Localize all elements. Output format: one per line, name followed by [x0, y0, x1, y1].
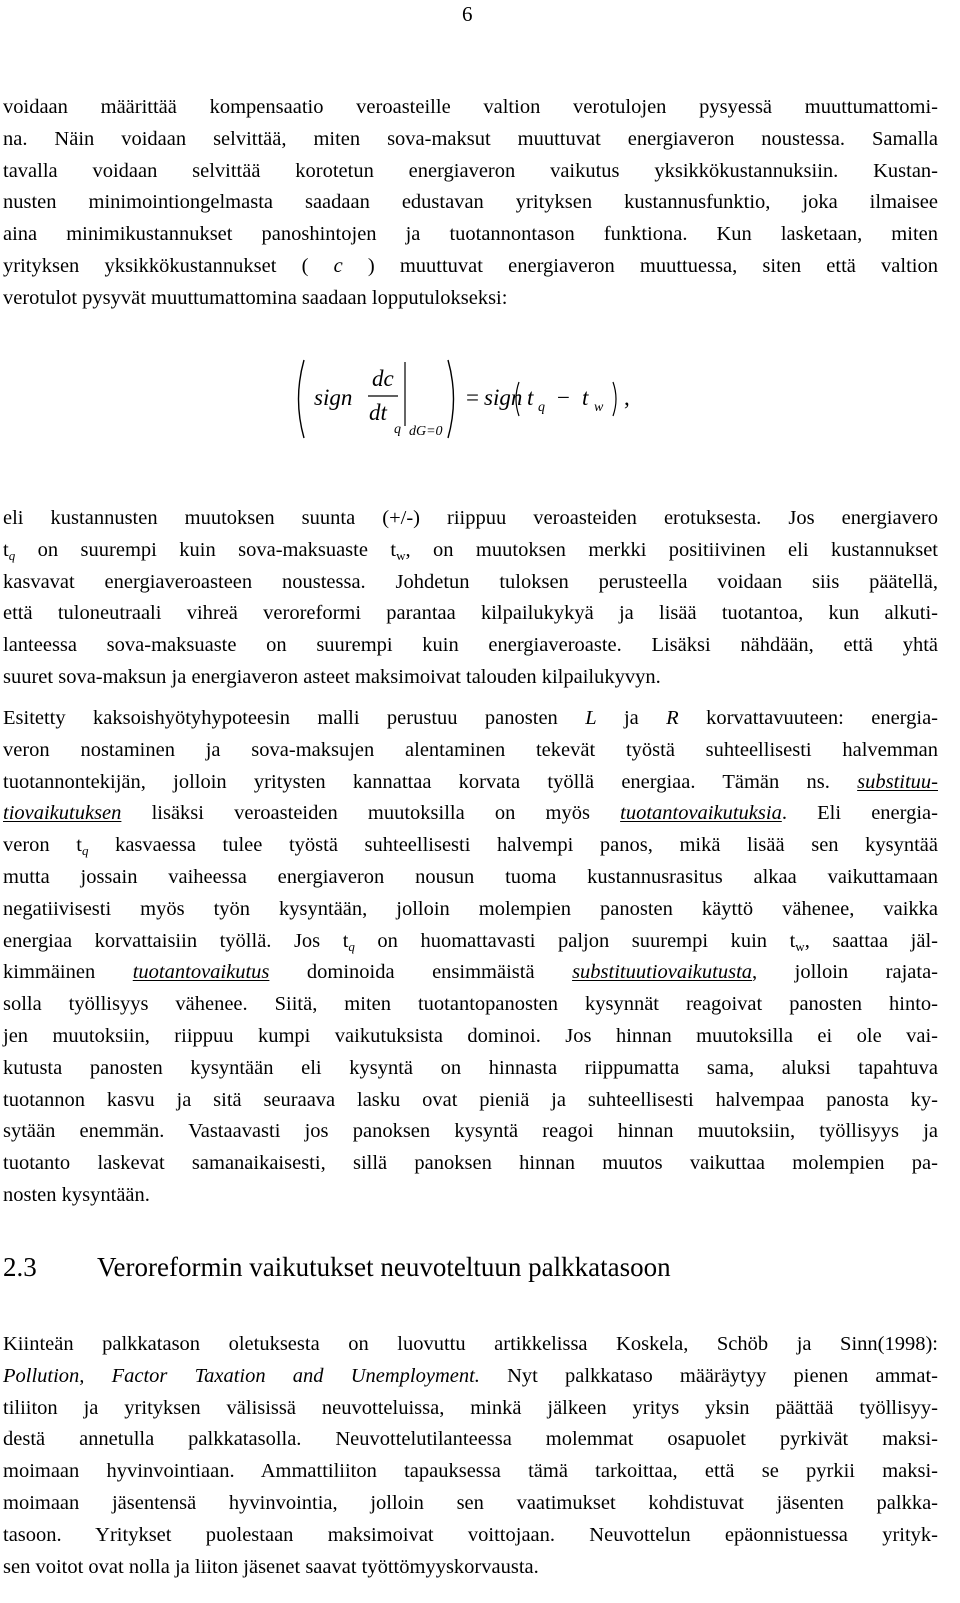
tax-variable: t	[527, 385, 534, 410]
emphasis-term: substituutiovaikutusta	[572, 961, 753, 984]
text-fragment: . Eli energia-	[781, 802, 938, 825]
subscript: q	[348, 938, 355, 954]
paragraph-result	[3, 503, 938, 694]
text-line	[3, 251, 938, 283]
text-line: suuret sova-maksun ja energiaveron asteet maksimoivat talouden kilpailukyvyn.	[3, 665, 661, 688]
text-fragment: t	[3, 538, 9, 561]
text-line: moimaan jäsentensä hyvinvointia, jolloin sen vaatimukset kohdistuvat jäsenten palkka-	[3, 1491, 938, 1514]
text-fragment: on huomattavasti paljon suurempi kuin t	[354, 929, 796, 952]
cost-variable: c	[333, 254, 343, 277]
text-line: na. Näin voidaan selvittää, miten sova-maksut muuttuvat energiaveron noustessa. Samalla	[3, 127, 938, 150]
text-line: negatiivisesti myös työn kysyntään, jolloin molempien panosten käyttö vähenee, vaikka	[3, 897, 938, 920]
text-fragment: dominoida ensimmäistä	[269, 961, 573, 984]
text-line: veron nostaminen ja sova-maksujen alentaminen tekevät työstä suhteellisesti halvemman	[3, 738, 938, 761]
text-line: sen voitot ovat nolla ja liiton jäsenet saavat työttömyyskorvausta.	[3, 1555, 539, 1578]
text-line: voidaan määrittää kompensaatio veroasteille valtion verotulojen pysyessä muuttumattomi-	[3, 96, 938, 118]
text-line: tiliiton ja yrityksen välisissä neuvotteluissa, minkä jälkeen yritys yksin päättää työllisyy-	[3, 1396, 938, 1419]
text-fragment: lisäksi veroasteiden muutoksilla on myös	[121, 802, 621, 825]
equals-sign: =	[466, 385, 479, 410]
text-fragment: veron t	[3, 834, 82, 857]
text-line	[3, 830, 938, 862]
text-fragment: korvattavuuteen: energia-	[678, 707, 939, 729]
cited-title: Pollution, Factor Taxation and Unemployment.	[3, 1364, 480, 1387]
tax-variable: t	[582, 385, 589, 410]
text-line: jen muutoksiin, riippuu kumpi vaikutuksista dominoi. Jos hinnan muutoksilla ei ole vai-	[3, 1024, 938, 1047]
sign-function: sign	[314, 385, 353, 410]
page-number: 6	[462, 2, 473, 26]
text-line: tasoon. Yritykset puolestaan maksimoivat voittojaan. Neuvottelun epäonnistuessa yrityk-	[3, 1523, 938, 1546]
denominator-subscript: q	[394, 422, 401, 437]
evaluation-condition: dG=0	[409, 424, 443, 439]
resource-variable: R	[666, 707, 679, 729]
labor-variable: L	[585, 707, 597, 729]
text-line: nusten minimointiongelmasta saadaan edustavan yrityksen kustannusfunktio, joka ilmaisee	[3, 191, 938, 214]
emphasis-term: tuotantovaikutuksia	[620, 802, 782, 825]
text-line	[3, 926, 938, 958]
text-fragment: kasvaessa tulee työstä suhteellisesti halvempi panos, mikä lisää sen kysyntää	[88, 834, 939, 857]
text-line: tuotannon kasvu ja sitä seuraava lasku ovat pieniä ja suhteellisesti halvempaa panosta ky-	[3, 1088, 938, 1111]
text-fragment: ja	[596, 707, 667, 729]
text-line: tuotanto laskevat samanaikaisesti, sillä panoksen hinnan muutos vaikuttaa molempien pa-	[3, 1152, 938, 1175]
comma: ,	[624, 385, 630, 410]
subscript: w	[795, 938, 805, 954]
text-fragment: Nyt palkkataso määräytyy pienen ammat-	[479, 1364, 938, 1387]
subscript: q	[538, 400, 545, 415]
text-fragment: , saattaa jäl-	[804, 929, 938, 952]
text-line	[3, 798, 938, 830]
text-line	[3, 703, 938, 735]
denominator: dt	[369, 400, 387, 425]
equation	[290, 352, 650, 447]
text-line: kutusta panosten kysyntään eli kysyntä on hinnasta riippumatta sama, aluksi tapahtuva	[3, 1056, 938, 1079]
subscript: w	[396, 547, 406, 563]
paragraph-wage-bargaining	[3, 1329, 938, 1583]
text-fragment: , jolloin rajata-	[752, 961, 939, 984]
subscript: q	[81, 843, 89, 859]
text-fragment: ) muuttuvat energiaveron muuttuessa, siten että valtion	[342, 254, 938, 277]
text-line: lanteessa sova-maksuaste on suurempi kuin energiaveroaste. Lisäksi nähdään, että yhtä	[3, 634, 938, 657]
paragraph-intro	[3, 92, 938, 315]
text-line: destä annetulla palkkatasolla. Neuvottelutilanteessa molemmat osapuolet pyrkivät maksi-	[3, 1428, 938, 1451]
text-line	[3, 957, 938, 989]
text-line: moimaan hyvinvointiaan. Ammattiliiton tapauksessa tämä tarkoittaa, että se pyrkii maksi-	[3, 1460, 938, 1483]
section-title: Veroreformin vaikutukset neuvoteltuun palkkatasoon	[97, 1252, 671, 1282]
minus-sign: −	[557, 385, 570, 410]
text-line: eli kustannusten muutoksen suunta (+/-) riippuu veroasteiden erotuksesta. Jos energiavero	[3, 507, 938, 529]
text-fragment: yrityksen yksikkökustannukset (	[3, 254, 334, 277]
subscript: w	[594, 400, 604, 415]
text-fragment: kimmäinen	[3, 961, 133, 984]
text-line: että tuloneutraali vihreä veroreformi parantaa kilpailukykyä ja lisää tuotantoa, kun alkuti-	[3, 602, 938, 625]
sign-function: sign	[484, 385, 523, 410]
emphasis-term: tiovaikutuksen	[3, 802, 122, 825]
text-line	[3, 767, 938, 799]
emphasis-term: substituu-	[857, 770, 938, 793]
text-line: tavalla voidaan selvittää korotetun energiaveron vaikutus yksikkökustannuksiin. Kustan-	[3, 159, 938, 182]
text-line: aina minimikustannukset panoshintojen ja tuotannontason funktiona. Kun lasketaan, miten	[3, 223, 938, 246]
text-fragment: energiaa korvattaisiin työllä. Jos t	[3, 929, 349, 952]
text-line	[3, 535, 938, 567]
text-line: nosten kysyntään.	[3, 1183, 150, 1206]
paragraph-hypothesis	[3, 703, 938, 1212]
text-fragment: , on muutoksen merkki positiivinen eli kustannukset	[405, 538, 938, 561]
numerator: dc	[372, 366, 394, 391]
subscript: q	[8, 547, 16, 563]
section-heading	[3, 1252, 671, 1283]
emphasis-term: tuotantovaikutus	[132, 961, 270, 984]
text-line: sytään enemmän. Vastaavasti jos panoksen kysyntä reagoi hinnan muutoksiin, työllisyys ja	[3, 1120, 938, 1143]
text-line: mutta jossain vaiheessa energiaveron nousun tuoma kustannusrasitus alkaa vaikuttamaan	[3, 865, 938, 888]
section-number: 2.3	[3, 1252, 37, 1282]
text-line: Kiinteän palkkatason oletuksesta on luovuttu artikkelissa Koskela, Schöb ja Sinn(1998):	[3, 1333, 938, 1355]
text-fragment: tuotannontekijän, jolloin yritysten kannattaa korvata työllä energiaa. Tämän ns.	[3, 770, 858, 793]
text-fragment: on suurempi kuin sova-maksuaste t	[15, 538, 397, 561]
text-fragment: Esitetty kaksoishyötyhypoteesin malli perustuu panosten	[3, 707, 586, 729]
text-line: solla työllisyys vähenee. Siitä, miten tuotantopanosten kysynnät reagoivat panosten hinto-	[3, 993, 938, 1016]
text-line	[3, 1361, 938, 1393]
text-line: verotulot pysyvät muuttumattomina saadaan lopputulokseksi:	[3, 286, 508, 309]
text-line: kasvavat energiaveroasteen noustessa. Johdetun tuloksen perusteella voidaan siis päätellä,	[3, 570, 938, 593]
